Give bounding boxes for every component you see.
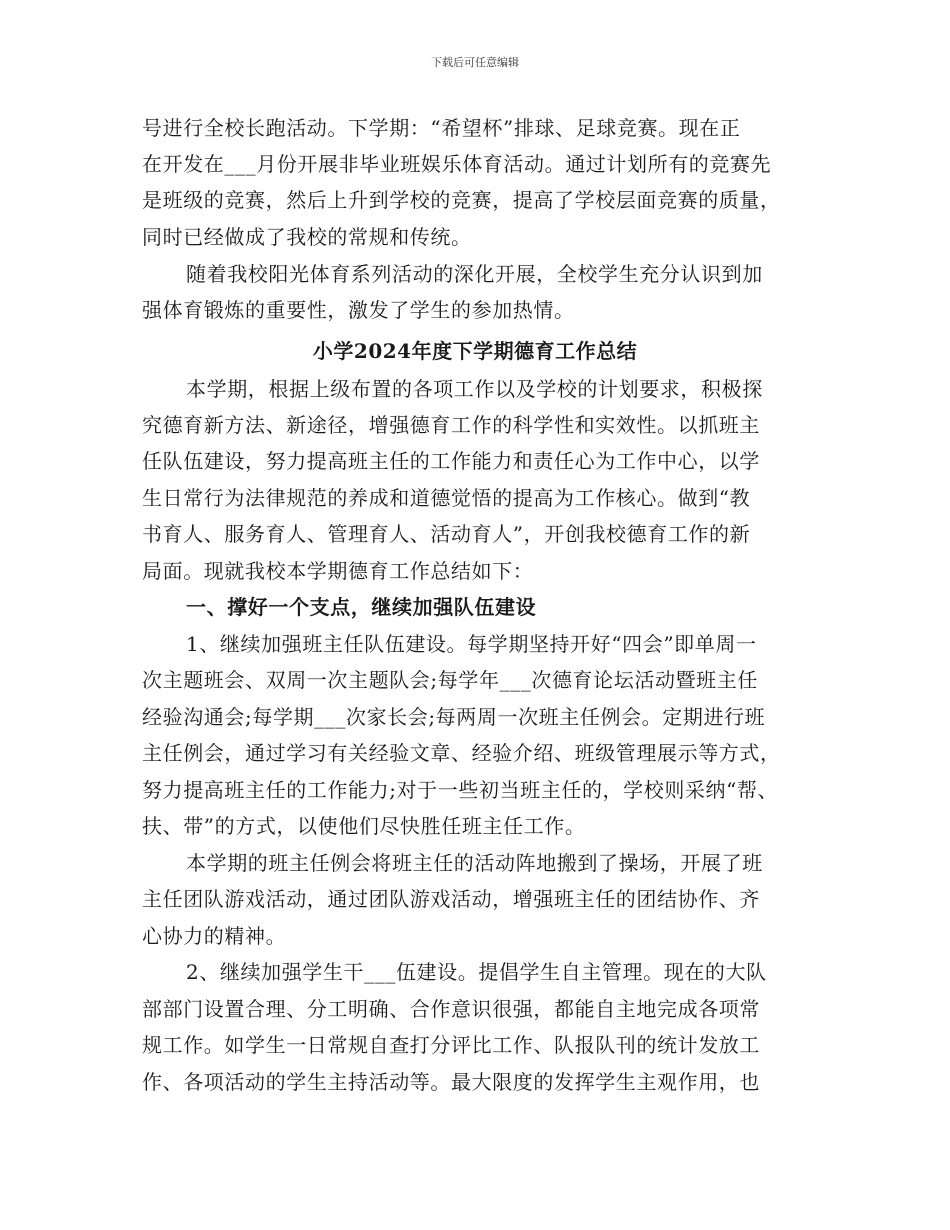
paragraph-line: 究德育新方法、新途径，增强德育工作的科学性和实效性。以抓班主 (142, 413, 760, 437)
section-title: 小学2024年度下学期德育工作总结 (312, 339, 638, 363)
paragraph-line: 随着我校阳光体育系列活动的深化开展，全校学生充分认识到加 (186, 262, 763, 286)
paragraph-line: 努力提高班主任的工作能力;对于一些初当班主任的，学校则采纳“帮、 (142, 778, 779, 802)
paragraph-line: 主任例会，通过学习有关经验文章、经验介绍、班级管理展示等方式， (142, 741, 781, 765)
paragraph-line: 规工作。如学生一日常规自查打分评比工作、队报队刊的统计发放工 (142, 1033, 760, 1057)
paragraph-line: 部部门设置合理、分工明确、合作意识很强，都能自主地完成各项常 (142, 997, 760, 1021)
paragraph-line: 生日常行为法律规范的养成和道德觉悟的提高为工作核心。做到“教 (142, 486, 751, 510)
paragraph-line: 主任团队游戏活动，通过团队游戏活动，增强班主任的团结协作、齐 (142, 887, 760, 911)
paragraph-line: 任队伍建设，努力提高班主任的工作能力和责任心为工作中心，以学 (142, 449, 760, 473)
paragraph-line: 同时已经做成了我校的常规和传统。 (142, 225, 472, 249)
paragraph-line: 在开发在___月份开展非毕业班娱乐体育活动。通过计划所有的竞赛先 (142, 152, 772, 176)
paragraph-line: 局面。现就我校本学期德育工作总结如下： (142, 559, 534, 583)
header-note: 下载后可任意编辑 (431, 56, 519, 69)
paragraph-line: 书育人、服务育人、管理育人、活动育人”，开创我校德育工作的新 (142, 522, 751, 546)
paragraph-line: 次主题班会、双周一次主题队会;每学年___次德育论坛活动暨班主任 (142, 668, 758, 692)
paragraph-line: 心协力的精神。 (142, 924, 287, 948)
paragraph-line: 强体育锻炼的重要性，激发了学生的参加热情。 (142, 298, 575, 322)
subsection-heading: 一、撑好一个支点，继续加强队伍建设 (186, 595, 537, 619)
paragraph-line: 经验沟通会;每学期___次家长会;每两周一次班主任例会。定期进行班 (142, 705, 766, 729)
paragraph-line: 作、各项活动的学生主持活动等。最大限度的发挥学生主观作用，也 (142, 1070, 760, 1094)
paragraph-line: 扶、带”的方式，以使他们尽快胜任班主任工作。 (142, 814, 586, 838)
paragraph-line: 1、继续加强班主任队伍建设。每学期坚持开好“四会”即单周一 (186, 632, 757, 656)
paragraph-line: 本学期的班主任例会将班主任的活动阵地搬到了操场，开展了班 (186, 851, 763, 875)
paragraph-line: 本学期，根据上级布置的各项工作以及学校的计划要求，积极探 (186, 377, 763, 401)
paragraph-line: 号进行全校长跑活动。下学期：“希望杯”排球、足球竞赛。现在正 (142, 116, 741, 140)
paragraph-line: 是班级的竞赛，然后上升到学校的竞赛，提高了学校层面竞赛的质量， (142, 188, 781, 212)
paragraph-line: 2、继续加强学生干___伍建设。提倡学生自主管理。现在的大队 (186, 960, 767, 984)
